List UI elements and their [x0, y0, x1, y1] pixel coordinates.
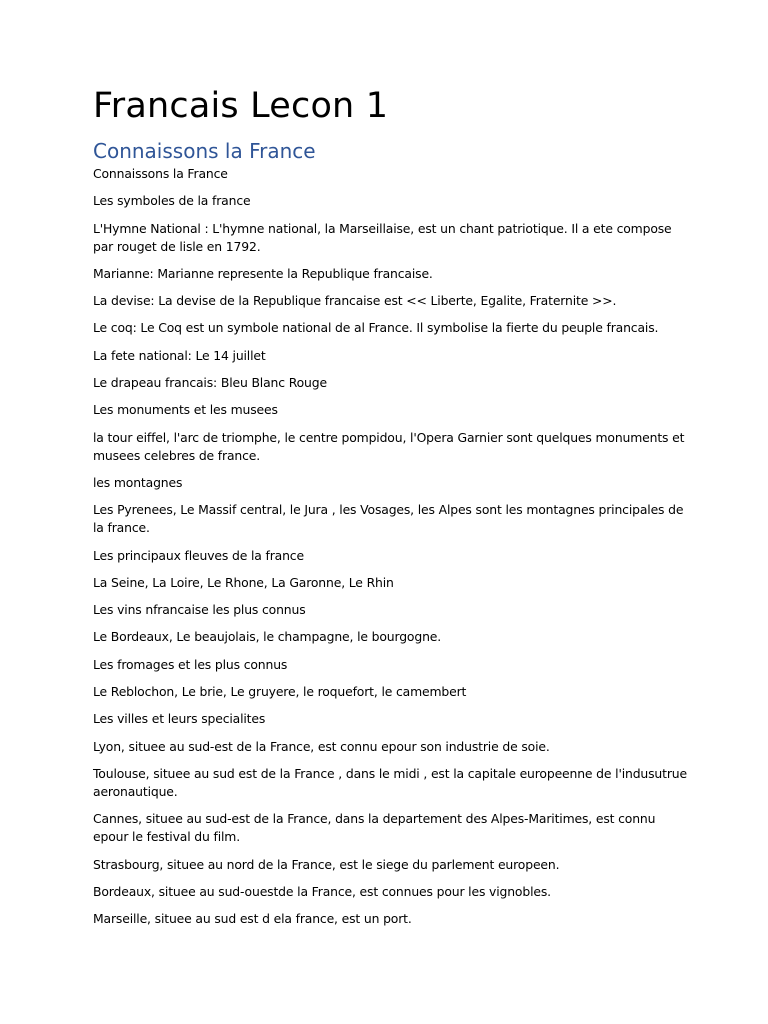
paragraph: Les symboles de la france: [93, 193, 251, 209]
paragraph: Connaissons la France: [93, 166, 228, 181]
document-title: Francais Lecon 1: [93, 86, 389, 126]
paragraph: Marseille, situee au sud est d ela france, est un port.: [93, 911, 412, 927]
paragraph: Toulouse, situee au sud est de la France , dans le midi , est la capitale europeenne de l'indusutrue aeronautique.: [93, 765, 687, 799]
paragraph: Les Pyrenees, Le Massif central, le Jura , les Vosages, les Alpes sont les montagnes principales de la france.: [93, 502, 684, 536]
paragraph: les montagnes: [93, 474, 183, 490]
paragraph: Marianne: Marianne represente la Republique francaise.: [93, 265, 433, 281]
document-page: [93, 84, 693, 937]
paragraph: Les villes et leurs specialites: [93, 711, 266, 727]
document-body: [93, 165, 693, 928]
paragraph: La Seine, La Loire, Le Rhone, La Garonne, Le Rhin: [93, 574, 394, 590]
paragraph: Les vins nfrancaise les plus connus: [93, 602, 306, 618]
paragraph: Le Reblochon, Le brie, Le gruyere, le roquefort, le camembert: [93, 684, 467, 700]
paragraph: La devise: La devise de la Republique francaise est << Liberte, Egalite, Fraternite >>.: [93, 293, 617, 309]
paragraph: la tour eiffel, l'arc de triomphe, le centre pompidou, l'Opera Garnier sont quelques monuments et musees celebres de france.: [93, 429, 685, 463]
paragraph: Bordeaux, situee au sud-ouestde la France, est connues pour les vignobles.: [93, 883, 551, 899]
paragraph: Les fromages et les plus connus: [93, 656, 288, 672]
paragraph: Le drapeau francais: Bleu Blanc Rouge: [93, 375, 327, 391]
document-subtitle: Connaissons la France: [93, 139, 316, 163]
paragraph: Les principaux fleuves de la france: [93, 547, 304, 563]
paragraph: Le coq: Le Coq est un symbole national de al France. Il symbolise la fierte du peuple francais.: [93, 320, 659, 336]
paragraph: Les monuments et les musees: [93, 402, 278, 418]
paragraph: Lyon, situee au sud-est de la France, est connu epour son industrie de soie.: [93, 738, 550, 754]
paragraph: Cannes, situee au sud-est de la France, dans la departement des Alpes-Maritimes, est connu epour le festival du film.: [93, 811, 656, 845]
paragraph: Le Bordeaux, Le beaujolais, le champagne, le bourgogne.: [93, 629, 442, 645]
paragraph: La fete national: Le 14 juillet: [93, 347, 266, 363]
paragraph: Strasbourg, situee au nord de la France, est le siege du parlement europeen.: [93, 856, 560, 872]
paragraph: L'Hymne National : L'hymne national, la Marseillaise, est un chant patriotique. Il a ete compose par rouget de lisle en 1792.: [93, 220, 672, 254]
